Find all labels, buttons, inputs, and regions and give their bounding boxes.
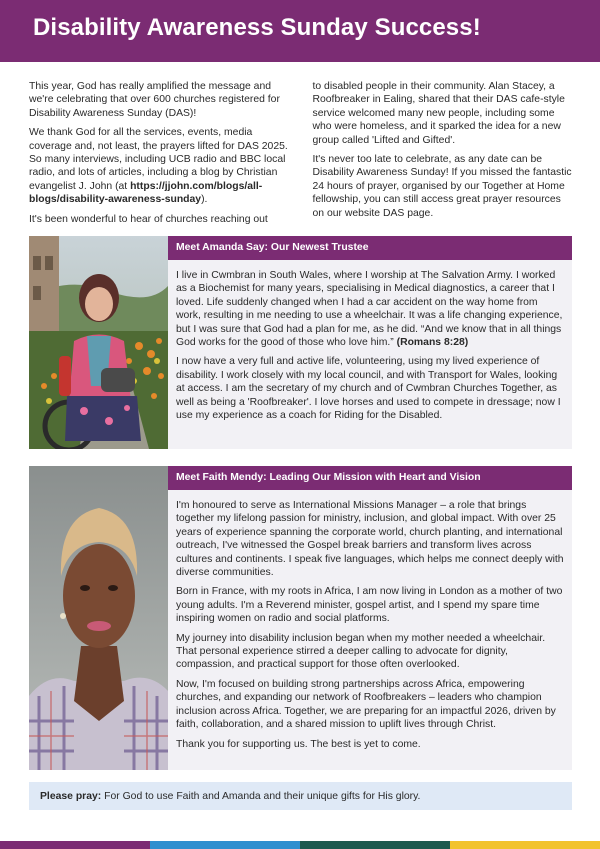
amanda-heading: Meet Amanda Say: Our Newest Trustee <box>168 236 572 260</box>
faith-paragraph: My journey into disability inclusion began when my mother needed a wheelchair. That personal experience stirred a deeper calling to advocate for dignity, compassion, and practical support for those often overlooked. <box>176 632 546 671</box>
amanda-paragraph: I now have a very full and active life, volunteering, using my lived experience of disability. I work closely with my local council, and with Transport for Wales, looking at access. I am the secretary of my church and of Cwmbran Churches Together, as well as being a 'Roofbreaker'. I love horses and used to compete in dressage; now I use my experience as a coach for Riding for the Disabled. <box>176 356 561 422</box>
intro-paragraph: This year, God has really amplified the message and we're celebrating that over 600 churches registered for Disability Awareness Sunday (DAS)! <box>29 81 280 119</box>
footer-bar-blue <box>150 841 300 849</box>
faith-paragraph: I'm honoured to serve as International Missions Manager – a role that brings together my lifelong passion for ministry, inclusion, and global impact. With over 25 years of experience spanning the corporate world, church planting, and international outreach, I've witnessed the Gospel break barriers and transform lives across cultures and continents. I speak five languages, which helps me connect deeply with diverse communities. <box>176 500 564 579</box>
faith-paragraph: Born in France, with my roots in Africa, I am now living in London as a mother of two young adults. I'm a Reverend minister, gospel artist, and I spend my spare time inspiring women on radio and social platforms. <box>176 586 563 625</box>
prayer-request-box <box>29 782 572 810</box>
intro-paragraph: It's been wonderful to hear of churches reaching out <box>29 213 268 225</box>
intro-column-right <box>313 80 573 232</box>
page-header <box>0 0 600 62</box>
amanda-profile-card <box>29 236 572 449</box>
intro-text: We thank God for all the services, events, media coverage and, not least, the prayers lifted for DAS 2025. So many interviews, including UCB radio and BBC local radio, and lots of articles, including a blog by Christian evangelist J. John (at <box>29 127 288 192</box>
footer-color-bar <box>0 841 600 849</box>
bible-reference: (Romans 8:28) <box>396 337 469 349</box>
prayer-text: For God to use Faith and Amanda and their unique gifts for His glory. <box>101 791 421 802</box>
prayer-label: Please pray: <box>40 791 102 802</box>
intro-paragraph <box>29 126 289 206</box>
intro-column-left <box>29 80 289 232</box>
faith-body <box>176 499 564 757</box>
footer-bar-green <box>300 841 450 849</box>
amanda-paragraph <box>176 269 564 349</box>
intro-paragraph: to disabled people in their community. Alan Stacey, a Roofbreaker in Ealing, shared that their DAS cafe-style service welcomed many new people, including some who were homeless, and it sparked the idea for a new group called 'Lifted and Gifted'. <box>312 81 565 146</box>
amanda-body <box>176 269 564 428</box>
blog-link[interactable]: https://jjohn.com/blogs/all-blogs/disability-awareness-sunday <box>29 180 263 206</box>
footer-bar-yellow <box>450 841 600 849</box>
intro-text: ). <box>201 194 208 206</box>
page-title: Disability Awareness Sunday Success! <box>33 14 481 41</box>
footer-bar-purple <box>0 841 150 849</box>
faith-photo <box>29 466 168 770</box>
faith-heading: Meet Faith Mendy: Leading Our Mission with Heart and Vision <box>168 466 572 490</box>
intro-paragraph: It's never too late to celebrate, as any date can be Disability Awareness Sunday! If you missed the fantastic 24 hours of prayer, organised by our Together at Home fellowship, you can still access great prayer resources on our website DAS page. <box>312 154 572 219</box>
intro-section <box>29 80 572 232</box>
faith-paragraph: Now, I'm focused on building strong partnerships across Africa, empowering churches, and expanding our network of Roofbreakers – leaders who champion inclusion across Africa. Together, we are preparing for an impactful 2026, driven by faith, collaboration, and a shared mission to uplift lives through Christ. <box>176 678 556 731</box>
amanda-text: I live in Cwmbran in South Wales, where I worship at The Salvation Army. I worked as a Biochemist for many years, specialising in Medical diagnostics, a career that I loved. Life suddenly changed when I had a car accident on the way home from work, resulting in me needing to use a wheelchair. It was a life changing experience, but I was sure that God had a plan for me, as he did. “And we know that in all things God works for the good of those who love him.” <box>176 270 563 349</box>
faith-paragraph: Thank you for supporting us. The best is yet to come. <box>176 738 421 750</box>
amanda-photo <box>29 236 168 449</box>
faith-profile-card <box>29 466 572 770</box>
